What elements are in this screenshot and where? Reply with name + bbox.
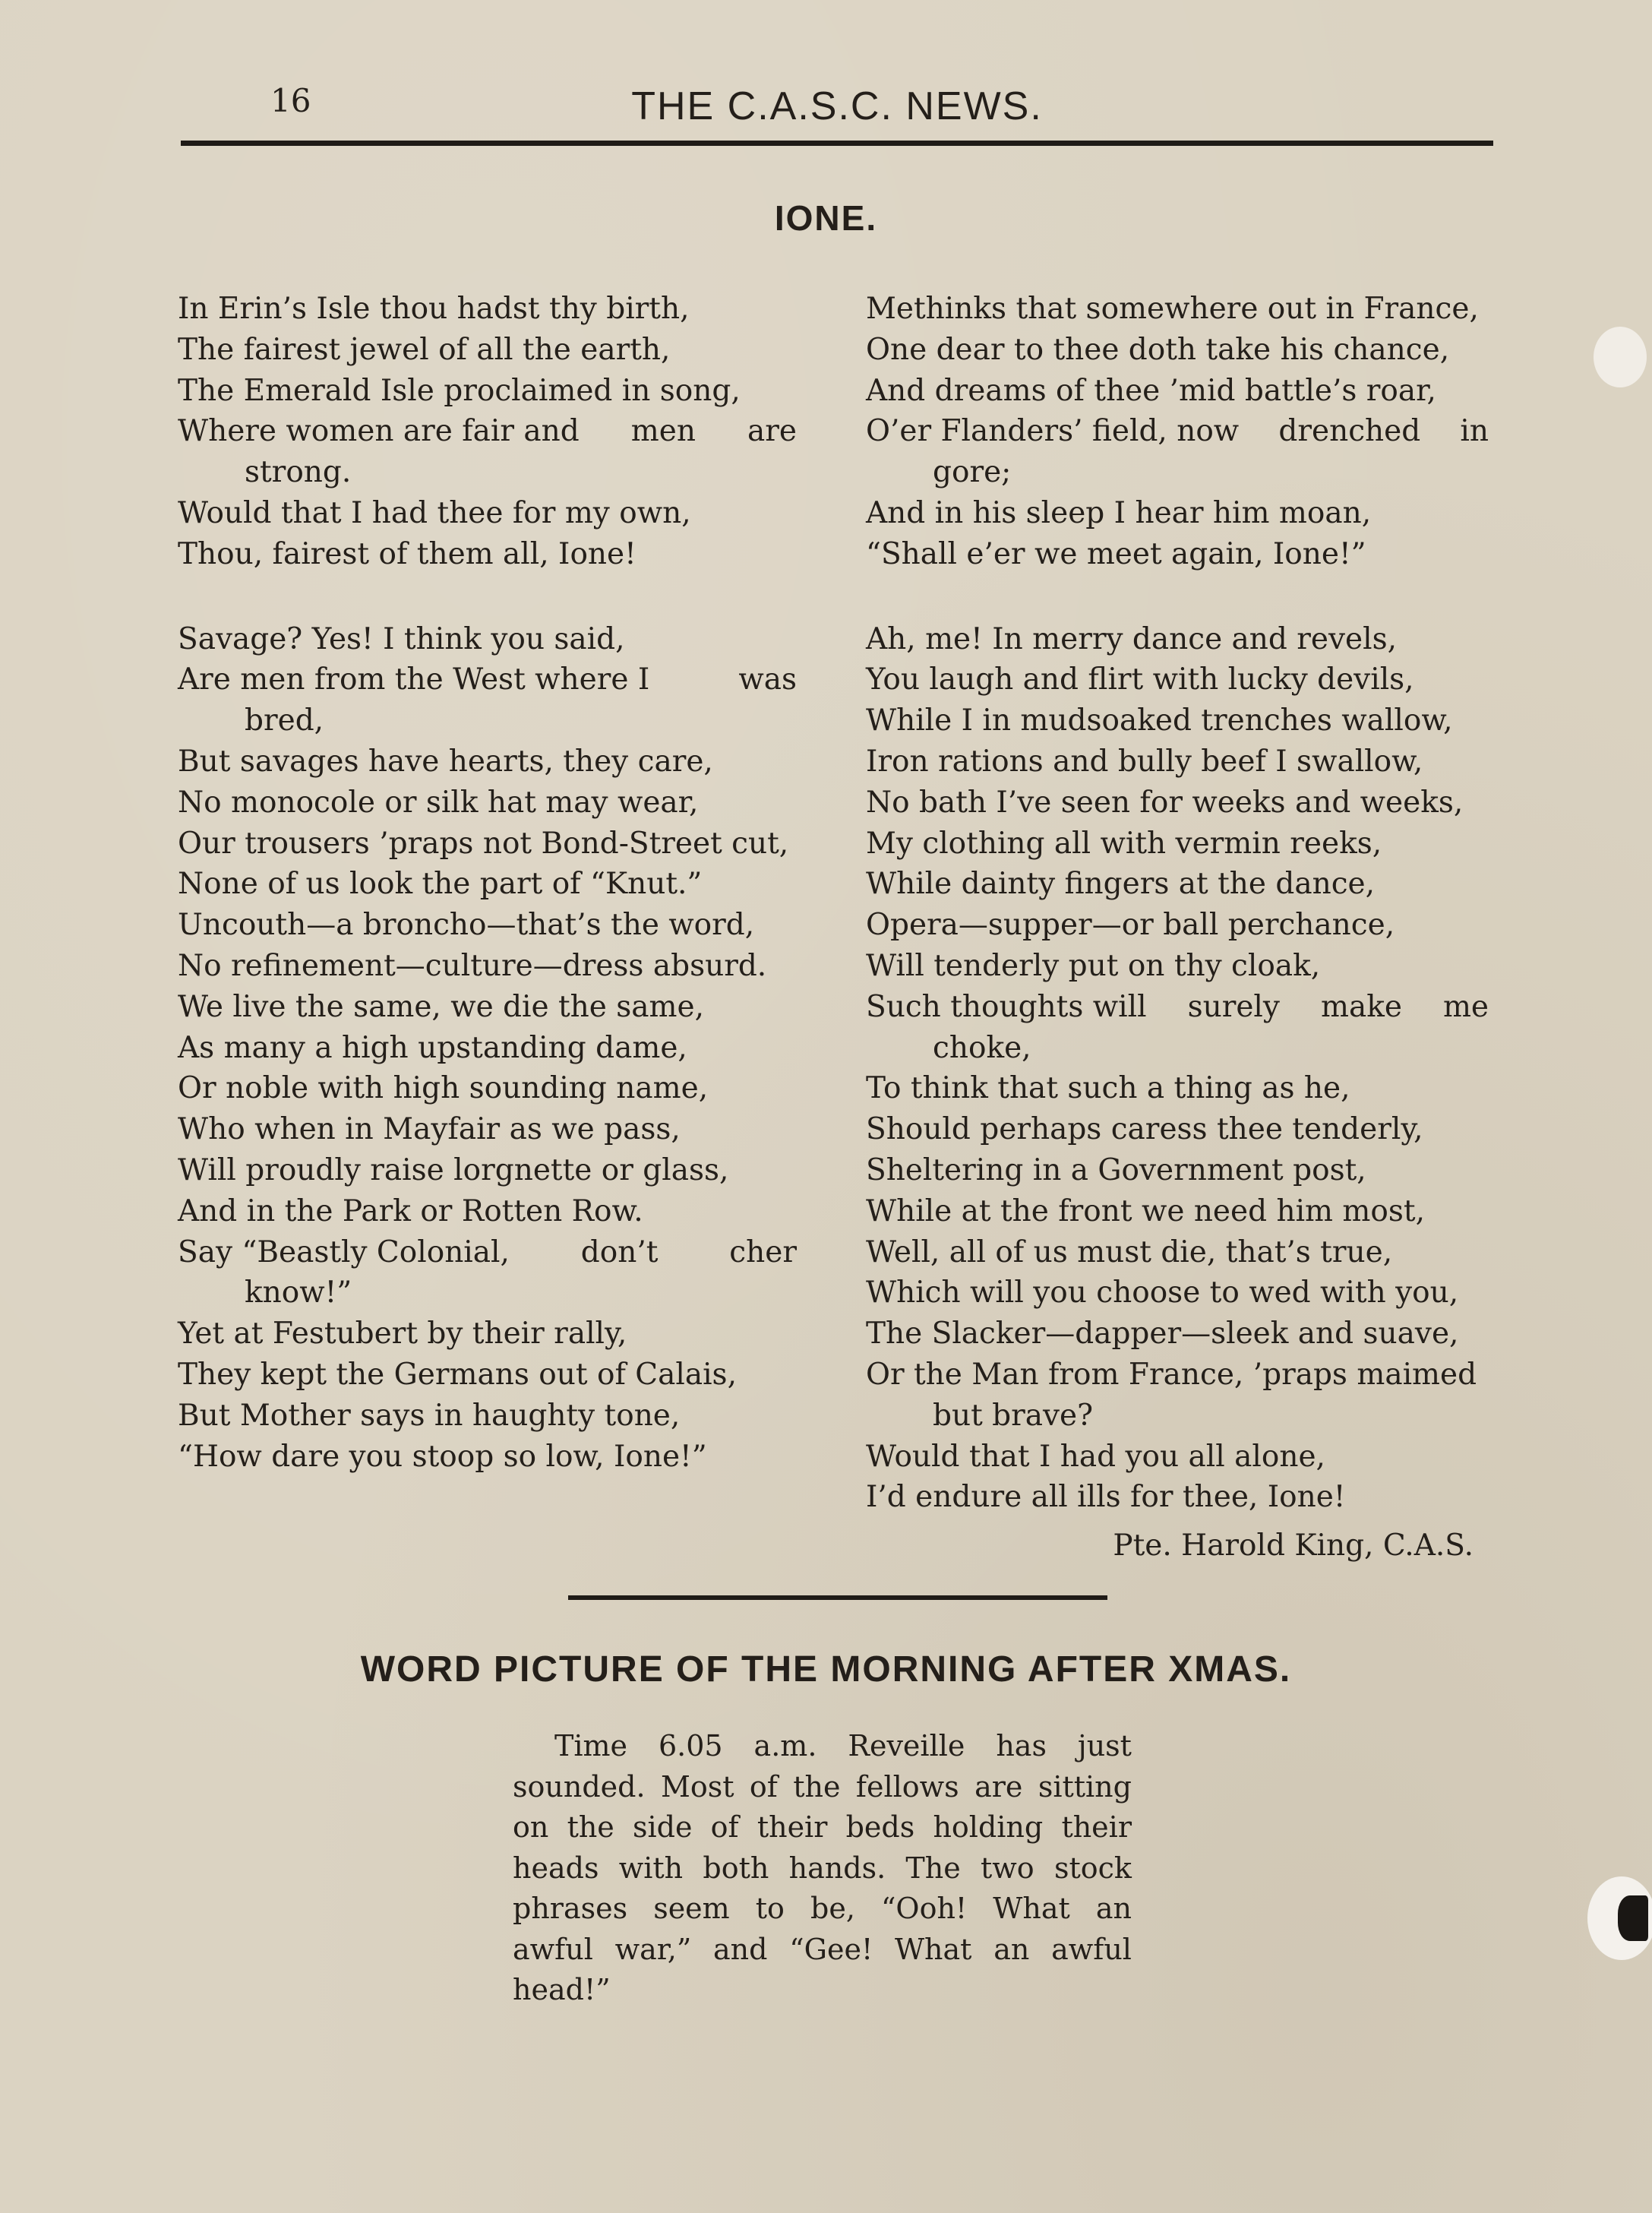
poem-line: but brave? bbox=[933, 1398, 1094, 1433]
page-number: 16 bbox=[270, 82, 311, 119]
poem-line: Or the Man from France, ’praps maimed bbox=[866, 1357, 1477, 1392]
poem-word: Such thoughts will bbox=[866, 989, 1147, 1024]
poem-line: Which will you choose to wed with you, bbox=[866, 1276, 1459, 1310]
poem-word: cher bbox=[729, 1235, 797, 1269]
article-word: phrases bbox=[513, 1892, 628, 1925]
article-word: beds bbox=[845, 1810, 915, 1844]
poem-word: Where women are fair and bbox=[178, 414, 580, 449]
article-word: a.m. bbox=[753, 1729, 817, 1762]
poem-line: Opera—supper—or ball perchance, bbox=[866, 908, 1395, 943]
poem-line: While I in mudsoaked trenches wallow, bbox=[866, 703, 1453, 738]
poem-line: Ah, me! In merry dance and revels, bbox=[866, 621, 1398, 656]
article-line bbox=[513, 1767, 1132, 1808]
poem-word: in bbox=[1460, 414, 1489, 449]
poem-line: Methinks that somewhere out in France, bbox=[866, 292, 1479, 326]
poem-line: And in his sleep I hear him moan, bbox=[866, 495, 1372, 530]
article-word: heads bbox=[513, 1851, 599, 1885]
header-rule bbox=[181, 141, 1493, 146]
poem-line: strong. bbox=[245, 455, 352, 490]
poem-line: No monocole or silk hat may wear, bbox=[178, 785, 699, 820]
poem-word: was bbox=[738, 662, 797, 697]
poem-stanza bbox=[178, 619, 797, 1478]
poem-line: Iron rations and bully beef I swallow, bbox=[866, 744, 1423, 779]
article-word: of bbox=[710, 1810, 739, 1844]
poem-line: Or noble with high sounding name, bbox=[178, 1071, 709, 1106]
poem-line: Uncouth—a broncho—that’s the word, bbox=[178, 908, 755, 943]
article-word: What bbox=[993, 1892, 1070, 1925]
poem-line: But Mother says in haughty tone, bbox=[178, 1398, 681, 1433]
article-word: The bbox=[905, 1851, 961, 1885]
poem-line: None of us look the part of “Knut.” bbox=[178, 867, 703, 902]
article-word: stock bbox=[1053, 1851, 1132, 1885]
publication-title: THE C.A.S.C. NEWS. bbox=[631, 84, 1043, 128]
article-word: side bbox=[633, 1810, 693, 1844]
section-divider bbox=[568, 1595, 1107, 1600]
punch-hole bbox=[1594, 327, 1647, 387]
article-word: and bbox=[713, 1932, 768, 1966]
page-header bbox=[181, 76, 1493, 137]
punch-hole-shadow bbox=[1618, 1895, 1648, 1941]
article-word: 6.05 bbox=[658, 1729, 723, 1762]
poem-line: We live the same, we die the same, bbox=[178, 989, 704, 1024]
poem-line: Will tenderly put on thy cloak, bbox=[866, 948, 1321, 983]
poem-line: bred, bbox=[245, 703, 324, 738]
article-word: Most bbox=[660, 1769, 734, 1804]
article-word: both bbox=[703, 1851, 769, 1885]
poem-line bbox=[178, 1232, 797, 1273]
article-word: awful bbox=[513, 1932, 593, 1966]
poem-line: Sheltering in a Government post, bbox=[866, 1152, 1366, 1187]
article-word: with bbox=[618, 1851, 684, 1885]
stanza-gap bbox=[866, 575, 1489, 619]
poem-line: “How dare you stoop so low, Ione!” bbox=[178, 1439, 707, 1474]
article-line bbox=[513, 1889, 1132, 1930]
poem-line: The Emerald Isle proclaimed in song, bbox=[178, 373, 741, 408]
poem-line bbox=[178, 411, 797, 452]
poem-word: are bbox=[747, 414, 797, 449]
article-word: their bbox=[1061, 1810, 1132, 1844]
article-word: to bbox=[755, 1892, 785, 1925]
article-word: the bbox=[793, 1769, 841, 1804]
poem-stanza bbox=[866, 619, 1489, 1519]
poem-line: Would that I had you all alone, bbox=[866, 1439, 1325, 1474]
article-word: awful bbox=[1051, 1932, 1132, 1966]
poem-line: Who when in Mayfair as we pass, bbox=[178, 1112, 681, 1147]
article-word: an bbox=[1095, 1892, 1132, 1925]
stanza-gap bbox=[178, 575, 797, 619]
article-word: hands. bbox=[788, 1851, 886, 1885]
poem-line: One dear to thee doth take his chance, bbox=[866, 332, 1450, 367]
poem-line: You laugh and flirt with lucky devils, bbox=[866, 662, 1414, 697]
poem-stanza bbox=[178, 289, 797, 575]
article-word: sitting bbox=[1038, 1769, 1132, 1804]
article-word: What bbox=[895, 1932, 972, 1966]
article-word: their bbox=[757, 1810, 828, 1844]
poem-line: No refinement—culture—dress absurd. bbox=[178, 948, 767, 983]
poem-line: know!” bbox=[245, 1276, 352, 1310]
poem-line: Savage? Yes! I think you said, bbox=[178, 621, 625, 656]
poem-word: me bbox=[1442, 989, 1489, 1024]
poem-line: Thou, fairest of them all, Ione! bbox=[178, 536, 636, 571]
poem-word: Say “Beastly Colonial, bbox=[178, 1235, 510, 1269]
poem-line: Will proudly raise lorgnette or glass, bbox=[178, 1152, 729, 1187]
article-word: on bbox=[513, 1810, 549, 1844]
poem-line: gore; bbox=[933, 455, 1012, 490]
article-title: WORD PICTURE OF THE MORNING AFTER XMAS. bbox=[360, 1649, 1292, 1690]
article-line bbox=[513, 1807, 1132, 1848]
article-word: of bbox=[749, 1769, 778, 1804]
poem-signature: Pte. Harold King, C.A.S. bbox=[1113, 1529, 1474, 1563]
poem-word: surely bbox=[1187, 989, 1280, 1024]
poem-line: While dainty fingers at the dance, bbox=[866, 867, 1376, 902]
article-word: are bbox=[974, 1769, 1023, 1804]
poem-line: I’d endure all ills for thee, Ione! bbox=[866, 1480, 1346, 1515]
poem-title: IONE. bbox=[774, 198, 878, 238]
article-body bbox=[513, 1726, 1132, 2011]
poem-line: The Slacker—dapper—sleek and suave, bbox=[866, 1317, 1459, 1352]
poem-line: Would that I had thee for my own, bbox=[178, 495, 691, 530]
article-word: “Gee! bbox=[789, 1932, 873, 1966]
article-word: “Ooh! bbox=[881, 1892, 968, 1925]
poem-line: As many a high upstanding dame, bbox=[178, 1030, 687, 1065]
poem-word: Are men from the West where I bbox=[178, 662, 650, 697]
poem-line: Our trousers ’praps not Bond-Street cut, bbox=[178, 826, 789, 861]
poem-right-column bbox=[866, 289, 1489, 1566]
poem-line bbox=[178, 659, 797, 700]
article-line bbox=[513, 1848, 1132, 1889]
article-word: the bbox=[567, 1810, 614, 1844]
article-word: fellows bbox=[855, 1769, 959, 1804]
poem-line: To think that such a thing as he, bbox=[866, 1071, 1350, 1106]
article-word: two bbox=[981, 1851, 1034, 1885]
poem-line: In Erin’s Isle thou hadst thy birth, bbox=[178, 292, 690, 326]
article-word: sounded. bbox=[513, 1769, 646, 1804]
poem-line: They kept the Germans out of Calais, bbox=[178, 1357, 737, 1392]
article-word: has bbox=[996, 1729, 1047, 1762]
poem-line: Well, all of us must die, that’s true, bbox=[866, 1235, 1393, 1269]
poem-left-column bbox=[178, 289, 797, 1477]
article-word: war,” bbox=[614, 1932, 692, 1966]
poem-stanza bbox=[866, 289, 1489, 575]
poem-line: And in the Park or Rotten Row. bbox=[178, 1193, 643, 1228]
poem-line: Yet at Festubert by their rally, bbox=[178, 1317, 627, 1352]
poem-line bbox=[866, 411, 1489, 452]
poem-word: men bbox=[630, 414, 696, 449]
article-word: Time bbox=[554, 1729, 628, 1762]
article-line: head!” bbox=[513, 1973, 611, 2006]
poem-word: drenched bbox=[1278, 414, 1421, 449]
poem-line: No bath I’ve seen for weeks and weeks, bbox=[866, 785, 1464, 820]
poem-word: don’t bbox=[580, 1235, 659, 1269]
poem-line bbox=[866, 987, 1489, 1028]
article-word: holding bbox=[933, 1810, 1044, 1844]
poem-line: My clothing all with vermin reeks, bbox=[866, 826, 1382, 861]
article-word: an bbox=[993, 1932, 1030, 1966]
article-line bbox=[513, 1726, 1132, 1767]
poem-line: choke, bbox=[933, 1030, 1031, 1065]
poem-line: “Shall e’er we meet again, Ione!” bbox=[866, 536, 1366, 571]
poem-line: And dreams of thee ’mid battle’s roar, bbox=[866, 373, 1436, 408]
poem-word: make bbox=[1320, 989, 1402, 1024]
article-word: seem bbox=[653, 1892, 730, 1925]
poem-line: The fairest jewel of all the earth, bbox=[178, 332, 671, 367]
poem-line: Should perhaps caress thee tenderly, bbox=[866, 1112, 1423, 1147]
poem-line: But savages have hearts, they care, bbox=[178, 744, 713, 779]
article-line bbox=[513, 1930, 1132, 1971]
article-word: Reveille bbox=[848, 1729, 965, 1762]
article-word: just bbox=[1077, 1729, 1132, 1762]
article-word: be, bbox=[810, 1892, 855, 1925]
poem-word: O’er Flanders’ field, now bbox=[866, 414, 1240, 449]
poem-line: While at the front we need him most, bbox=[866, 1193, 1425, 1228]
